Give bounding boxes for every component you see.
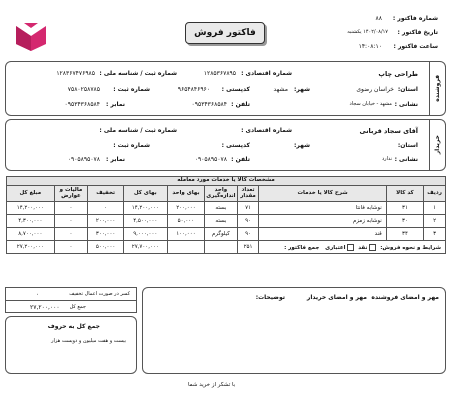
col-unit-header: واحد اندازه‌گیری [205, 186, 237, 202]
cell-unit: بسته [205, 202, 237, 215]
items-caption: مشخصات کالا یا خدمات مورد معامله [7, 177, 446, 186]
seller-postal-label: کدپستی : [221, 86, 250, 93]
deduction-label: کسر در صورت اعمال تخفیف [69, 291, 130, 297]
total-discount: ۵۰۰,۰۰۰ [88, 241, 124, 254]
seller-economic-code-label: شماره اقتصادی : [241, 70, 292, 77]
col-row-header: ردیف [424, 186, 446, 202]
invoice-total-label: جمع فاکتور : [284, 244, 320, 251]
cell-desc: نوشابه زمزم [259, 215, 386, 228]
invoice-date-label: تاریخ فاکتور : [397, 29, 438, 36]
col-total-header: بهای کل [123, 186, 167, 202]
invoice-time-label: ساعت فاکتور : [393, 43, 438, 50]
seller-reg-no: ۷۵۸۰۲۵۸۷۸۵ [67, 86, 100, 93]
seller-postal: ۹۶۵۴۸۴۶۹۶۰ [177, 86, 210, 93]
seller-city-label: شهر: [294, 86, 310, 93]
total-tax: ۰ [54, 241, 88, 254]
total-total: ۲۷,۷۰۰,۰۰۰ [123, 241, 167, 254]
seller-fax: ۰۹۵۳۴۳۶۸۵۸۴ [64, 101, 100, 108]
cell-code: ۳۰ [386, 215, 423, 228]
buyer-phone: ۰۹۰۵۸۹۵۰۷۸ [194, 156, 227, 163]
cell-tax: ۰ [54, 215, 88, 228]
invoice-number: ۸۸ [375, 15, 382, 22]
buyer-postal-label: کدپستی : [221, 142, 250, 149]
items-table [6, 176, 446, 254]
cell-unit-price: ۲۰۰,۰۰۰ [167, 202, 205, 215]
total-net: ۲۷,۲۰۰,۰۰۰ [7, 241, 55, 254]
invoice-time: ۱۴:۰۸:۱۰ [358, 43, 382, 50]
cell-code: ۳۴ [386, 228, 423, 241]
cell-total: ۴,۵۰۰,۰۰۰ [123, 215, 167, 228]
seller-address: مشهد - خیابان سجاد [349, 101, 392, 107]
table-row [7, 202, 446, 215]
cell-desc: قند [259, 228, 386, 241]
col-net-header: مبلغ کل [7, 186, 55, 202]
total-qty: ۲۵۱ [237, 241, 259, 254]
buyer-reg-id-label: شماره ثبت / شناسه ملی : [99, 127, 177, 134]
cell-unit: کیلوگرم [205, 228, 237, 241]
seller-reg-id-label: شماره ثبت / شناسه ملی : [99, 70, 177, 77]
cell-discount: ۲۰۰,۰۰۰ [88, 215, 124, 228]
summary-box [5, 287, 137, 313]
buyer-name: آقای سجاد قربانی [359, 127, 418, 135]
payment-label: شرایط و نحوه فروش: [380, 244, 441, 251]
col-qty-header: تعداد مقدار [237, 186, 259, 202]
cell-discount: ۳۰۰,۰۰۰ [88, 228, 124, 241]
table-row [7, 228, 446, 241]
seller-reg-no-label: شماره ثبت : [113, 86, 150, 93]
totals-row [7, 241, 446, 254]
col-tax-header: مالیات و عوارض [54, 186, 88, 202]
buyer-city-label: شهر: [294, 142, 310, 149]
seller-phone: ۰۹۵۳۴۳۶۸۵۸۴ [191, 101, 227, 108]
cell-unit-price: ۵۰,۰۰۰ [167, 215, 205, 228]
deduction-value: ۰ [36, 291, 40, 298]
cell-net: ۸,۷۰۰,۰۰۰ [7, 228, 55, 241]
seller-signature-label: مهر و امضای فروشنده [371, 294, 439, 301]
cell-total: ۹,۰۰۰,۰۰۰ [123, 228, 167, 241]
seller-address-label: نشانی : [394, 101, 418, 108]
cash-checkbox[interactable] [369, 244, 376, 251]
buyer-section-label: خریدار [434, 135, 441, 155]
col-discount-header: تخفیف [88, 186, 124, 202]
col-desc-header: شرح کالا یا خدمات [259, 186, 386, 202]
cell-tax: ۰ [54, 228, 88, 241]
buyer-tab [429, 120, 445, 170]
cell-unit: بسته [205, 215, 237, 228]
amount-words-label: جمع کل به حروف [47, 323, 100, 330]
sum-value: ۲۷,۲۰۰,۰۰۰ [30, 304, 60, 311]
cell-net: ۱۴,۲۰۰,۰۰۰ [7, 202, 55, 215]
seller-economic-code: ۱۲۸۵۳۶۷۸۹۵ [203, 70, 236, 77]
notes-signature-box [142, 287, 446, 374]
buyer-economic-code-label: شماره اقتصادی : [241, 127, 292, 134]
seller-phone-label: تلفن : [231, 101, 250, 108]
col-code-header: کد کالا [386, 186, 423, 202]
buyer-address: ندارد [381, 156, 392, 162]
seller-province-label: استان: [397, 86, 418, 93]
amount-words: بیست و هفت میلیون و دویست هزار [51, 338, 126, 344]
cell-discount: ۰ [88, 202, 124, 215]
buyer-address-label: نشانی : [394, 156, 418, 163]
buyer-signature-label: مهر و امضای خریدار [306, 294, 367, 301]
seller-tab [429, 62, 445, 115]
brand-logo-icon [14, 22, 48, 52]
credit-label: اعتباری [325, 244, 346, 251]
notes-label: توضیحات: [255, 294, 285, 301]
cell-net: ۴,۳۰۰,۰۰۰ [7, 215, 55, 228]
seller-city: مشهد [273, 86, 288, 93]
cell-qty: ۹۰ [237, 215, 259, 228]
table-row [7, 215, 446, 228]
cell-unit-price: ۱۰۰,۰۰۰ [167, 228, 205, 241]
invoice-date: ۱۴۰۲/۰۸/۱۷ یکشنبه [347, 29, 388, 35]
invoice-number-label: شماره فاکتور : [392, 15, 438, 22]
buyer-phone-label: تلفن : [231, 156, 250, 163]
col-unit-price-header: بهای واحد [167, 186, 205, 202]
seller-reg-id: ۱۲۸۳۶۷۴۷۶۹۸۵ [56, 70, 95, 77]
buyer-fax: ۰۹۰۵۸۹۵۰۷۸ [67, 156, 100, 163]
cell-tax: ۰ [54, 202, 88, 215]
cell-row: ۲ [424, 215, 446, 228]
seller-section-label: فروشنده [434, 75, 441, 102]
cell-desc: نوشابه فانتا [259, 202, 386, 215]
credit-checkbox[interactable] [347, 244, 354, 251]
amount-in-words-box [5, 316, 137, 374]
cash-label: نقد [358, 244, 368, 251]
cell-row: ۱ [424, 202, 446, 215]
cell-code: ۳۱ [386, 202, 423, 215]
cell-total: ۱۴,۲۰۰,۰۰۰ [123, 202, 167, 215]
cell-row: ۳ [424, 228, 446, 241]
invoice-title [185, 22, 265, 44]
footer-text: با تشکر از خرید شما [188, 382, 236, 388]
buyer-province-label: استان: [397, 142, 418, 149]
seller-fax-label: نمابر : [105, 101, 125, 108]
seller-name: طراحی چاپ [378, 70, 418, 78]
invoice-title-text: فاکتور فروش [194, 28, 256, 38]
payment-terms [259, 241, 446, 254]
buyer-reg-no-label: شماره ثبت : [113, 142, 150, 149]
cell-qty: ۷۱ [237, 202, 259, 215]
items-header-row [7, 186, 446, 202]
sum-label: جمع کل [69, 304, 86, 310]
seller-province: خراسان رضوی [356, 86, 394, 93]
cell-qty: ۹۰ [237, 228, 259, 241]
buyer-fax-label: نمابر : [105, 156, 125, 163]
